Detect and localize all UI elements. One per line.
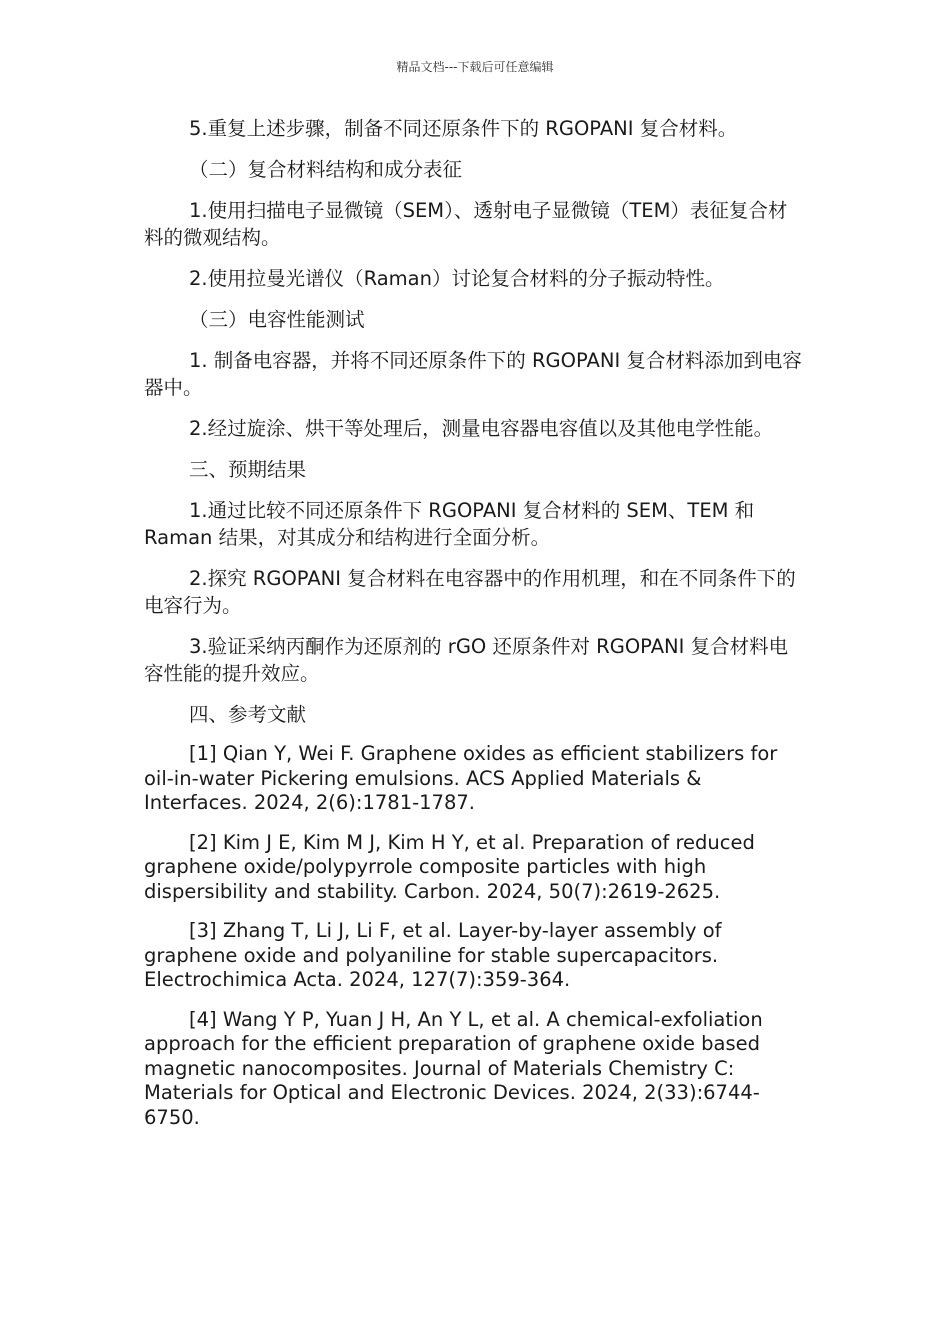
expected-result-1: 1.通过比较不同还原条件下 RGOPANI 复合材料的 SEM、TEM 和 Raman 结果，对其成分和结构进行全面分析。	[144, 499, 755, 549]
capacitance-item-1: 1. 制备电容器，并将不同还原条件下的 RGOPANI 复合材料添加到电容器中。	[144, 349, 802, 399]
document-body	[144, 115, 806, 1145]
expected-result-3: 3.验证采纳丙酮作为还原剂的 rGO 还原条件对 RGOPANI 复合材料电容性能的提升效应。	[144, 635, 789, 685]
reference-2: [2] Kim J E, Kim M J, Kim H Y, et al. Preparation of reduced graphene oxide/polypyrrole composite particles with high dispersibility and stability. Carbon. 2024, 50(7):2619-2625.	[144, 830, 755, 903]
section-heading-references: 四、参考文献	[189, 703, 307, 726]
expected-result-2: 2.探究 RGOPANI 复合材料在电容器中的作用机理，和在不同条件下的电容行为。	[144, 567, 796, 617]
section-heading-capacitance: （三）电容性能测试	[189, 308, 365, 331]
reference-1: [1] Qian Y, Wei F. Graphene oxides as efficient stabilizers for oil-in-water Pickering emulsions. ACS Applied Materials & Interfaces. 2024, 2(6):1781-1787.	[144, 742, 778, 814]
step-5-paragraph: 5.重复上述步骤，制备不同还原条件下的 RGOPANI 复合材料。	[189, 117, 738, 140]
section-heading-characterization: （二）复合材料结构和成分表征	[189, 158, 463, 181]
characterization-item-1: 1.使用扫描电子显微镜（SEM）、透射电子显微镜（TEM）表征复合材料的微观结构。	[144, 199, 788, 249]
reference-3: [3] Zhang T, Li J, Li F, et al. Layer-by-layer assembly of graphene oxide and polyaniline for stable supercapacitors. Electrochimica Acta. 2024, 127(7):359-364.	[144, 919, 722, 991]
page-header: 精品文档---下载后可任意编辑	[396, 60, 554, 74]
reference-4: [4] Wang Y P, Yuan J H, An Y L, et al. A chemical-exfoliation approach for the efficient preparation of graphene oxide based magnetic nanocomposites. Journal of Materials Chemistry C: Materials for Optical and Electronic Devices. 2024, 2(33):6744-6750.	[144, 1007, 763, 1129]
characterization-item-2: 2.使用拉曼光谱仪（Raman）讨论复合材料的分子振动特性。	[189, 267, 725, 290]
section-heading-expected-results: 三、预期结果	[189, 458, 307, 481]
capacitance-item-2: 2.经过旋涂、烘干等处理后，测量电容器电容值以及其他电学性能。	[189, 417, 774, 440]
